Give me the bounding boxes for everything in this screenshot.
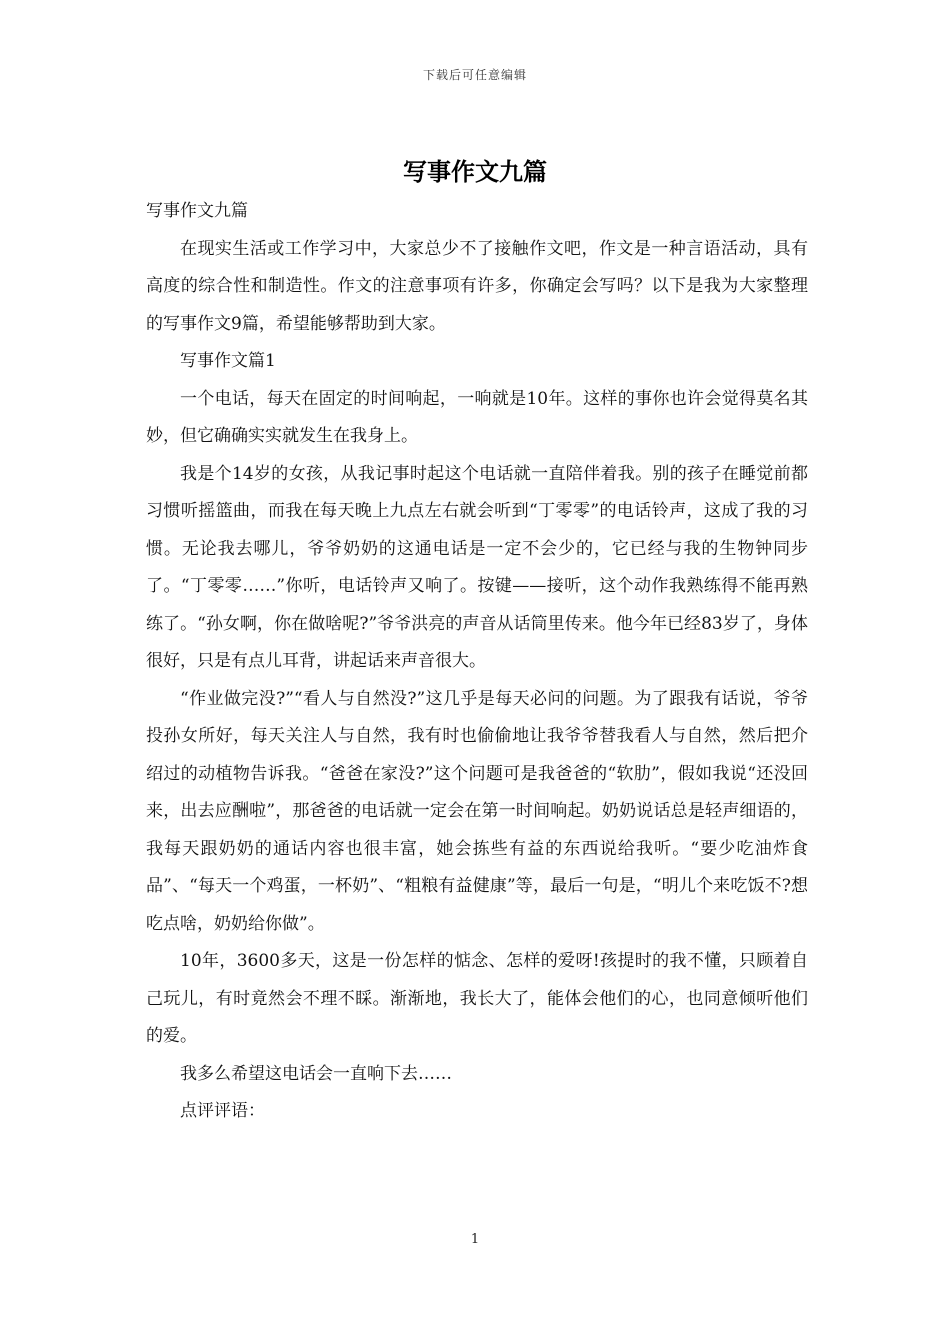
body-paragraph: “作业做完没?”“看人与自然没?”这几乎是每天必问的问题。为了跟我有话说，爷爷投孙女所好，每天关注人与自然，我有时也偷偷地让我爷爷替我看人与自然，然后把介绍过的动植物告诉我。“爸爸在家没?”这个问题可是我爸爸的“软肋”，假如我说“还没回来，出去应酬啦”，那爸爸的电话就一定会在第一时间响起。奶奶说话总是轻声细语的，我每天跟奶奶的通话内容也很丰富，她会拣些有益的东西说给我听。“要少吃油炸食品”、“每天一个鸡蛋，一杯奶”、“粗粮有益健康”等，最后一句是，“明儿个来吃饭不?想吃点啥，奶奶给你做”。 bbox=[146, 688, 808, 934]
intro-paragraph: 在现实生活或工作学习中，大家总少不了接触作文吧，作文是一种言语活动，具有高度的综合性和制造性。作文的注意事项有许多，你确定会写吗？以下是我为大家整理的写事作文9篇，希望能够帮助到大家。 bbox=[146, 238, 808, 334]
body-paragraph: 10年，3600多天，这是一份怎样的惦念、怎样的爱呀!孩提时的我不懂，只顾着自己玩儿，有时竟然会不理不睬。渐渐地，我长大了，能体会他们的心，也同意倾听他们的爱。 bbox=[146, 951, 808, 1046]
comment-heading: 点评评语： bbox=[180, 1101, 265, 1121]
document-title: 写事作文九篇 bbox=[403, 157, 547, 186]
body-paragraph: 一个电话，每天在固定的时间响起，一响就是10年。这样的事你也许会觉得莫名其妙，但它确确实实就发生在我身上。 bbox=[146, 388, 808, 446]
document-body bbox=[146, 193, 808, 1131]
page-number: 1 bbox=[470, 1232, 480, 1247]
body-paragraph: 我是个14岁的女孩，从我记事时起这个电话就一直陪伴着我。别的孩子在睡觉前都习惯听摇篮曲，而我在每天晚上九点左右就会听到“丁零零”的电话铃声，这成了我的习惯。无论我去哪儿，爷爷奶奶的这通电话是一定不会少的，它已经与我的生物钟同步了。“丁零零……”你听，电话铃声又响了。按键——接听，这个动作我熟练得不能再熟练了。“孙女啊，你在做啥呢?”爷爷洪亮的声音从话筒里传来。他今年已经83岁了，身体很好，只是有点儿耳背，讲起话来声音很大。 bbox=[146, 463, 808, 671]
header-note: 下载后可任意编辑 bbox=[422, 68, 527, 82]
subtitle-paragraph: 写事作文九篇 bbox=[146, 201, 248, 221]
section-heading: 写事作文篇1 bbox=[180, 351, 276, 371]
body-paragraph: 我多么希望这电话会一直响下去…… bbox=[180, 1063, 452, 1084]
